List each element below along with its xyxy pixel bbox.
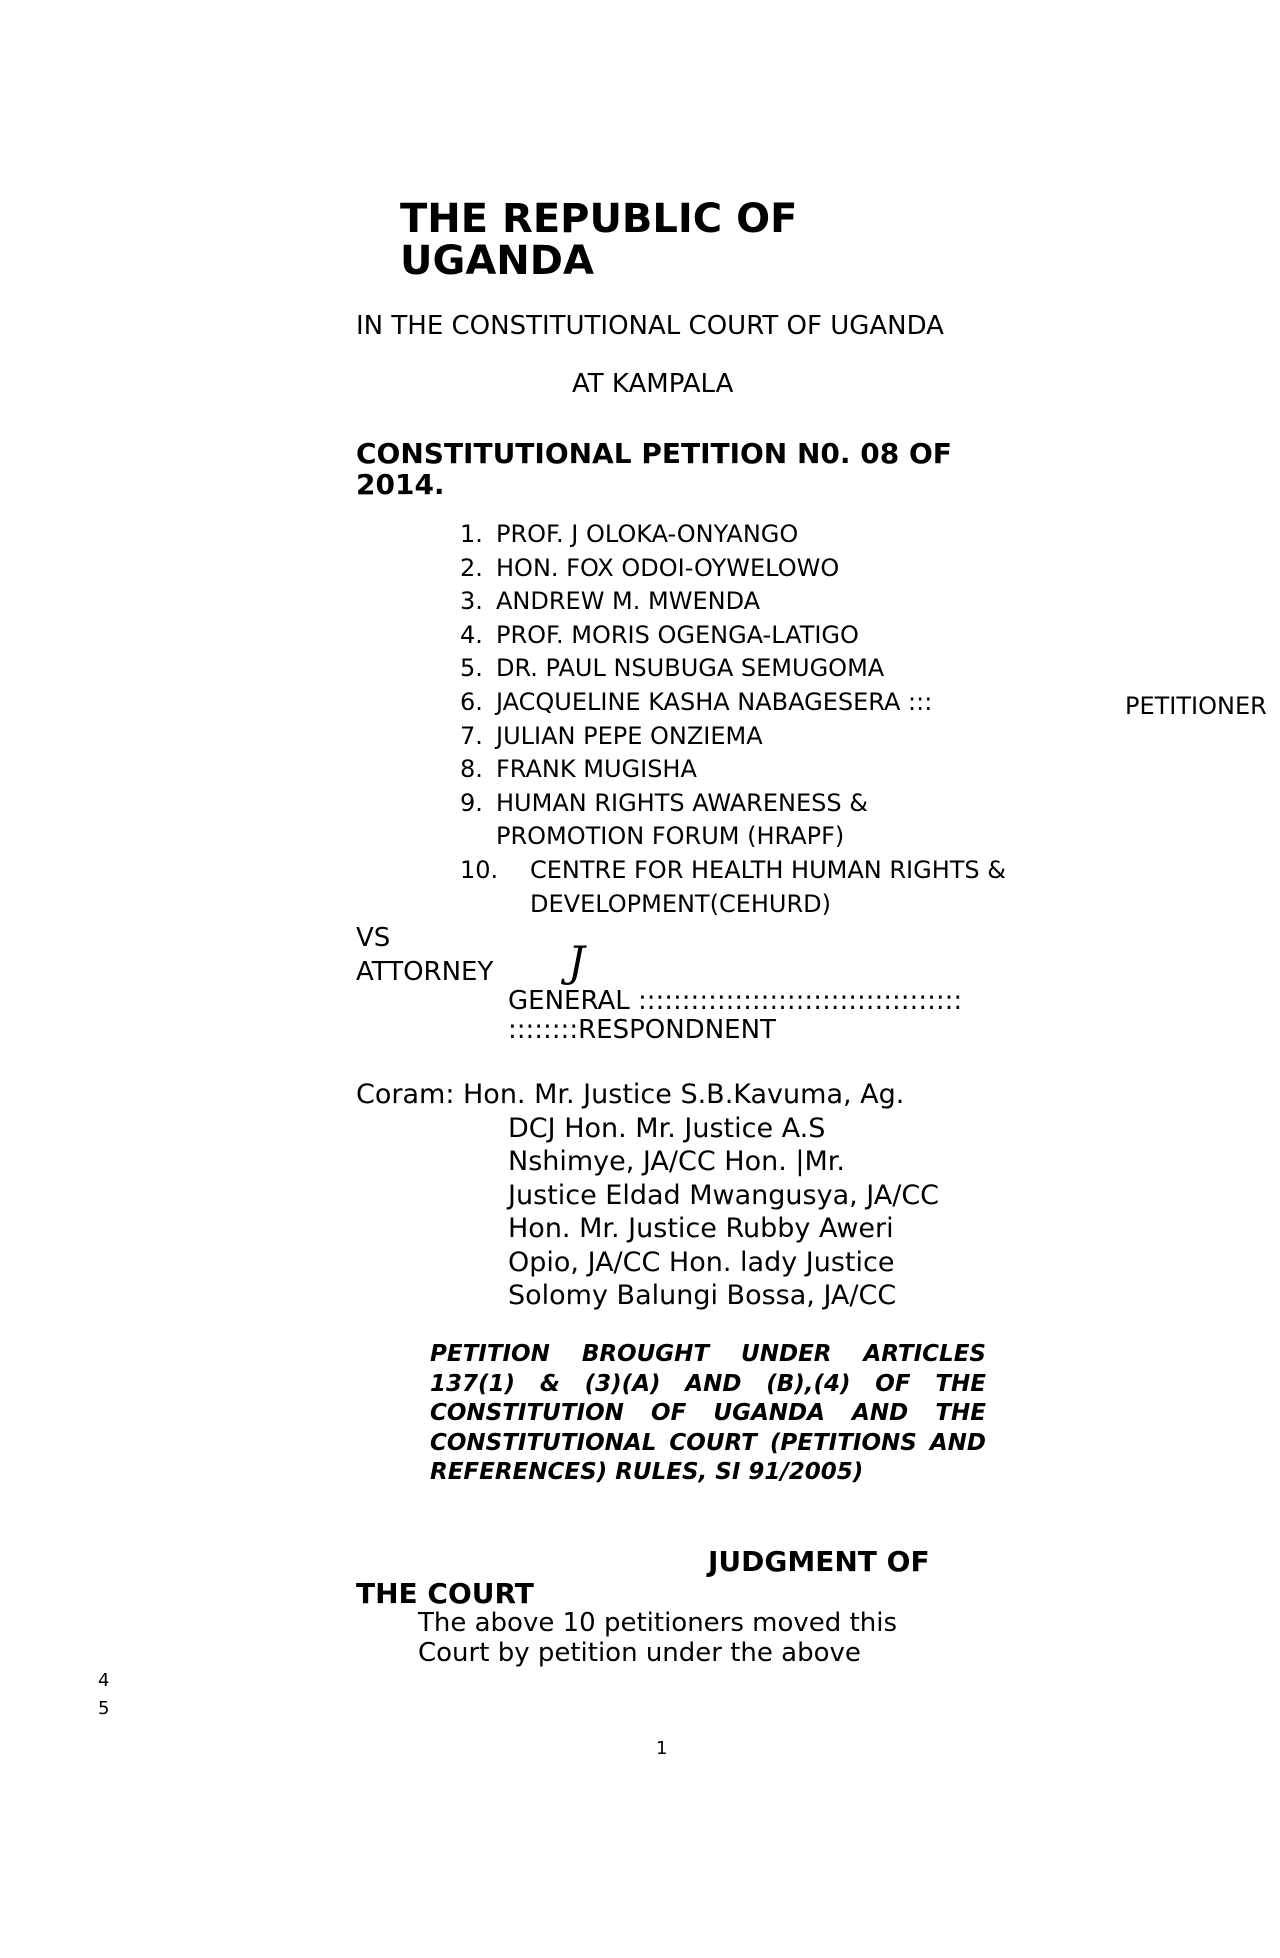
respondent-name: GENERAL ::::::::::::::::::::::::::::::::::::: bbox=[508, 986, 963, 1016]
margin-line-number: 5 bbox=[98, 1698, 110, 1719]
court-name: IN THE CONSTITUTIONAL COURT OF UGANDA bbox=[356, 311, 944, 341]
petitioner-item bbox=[460, 787, 1080, 854]
versus-label: VS bbox=[356, 923, 391, 953]
petitioner-name: PROF. MORIS OGENGA-LATIGO bbox=[496, 620, 859, 649]
petitioner-number: 3. bbox=[460, 587, 483, 616]
court-location: AT KAMPALA bbox=[572, 369, 734, 399]
petitioner-number: 10. bbox=[460, 855, 499, 884]
petitioner-name: JACQUELINE KASHA NABAGESERA ::: bbox=[496, 687, 933, 716]
coram-line: Opio, JA/CC Hon. lady Justice bbox=[508, 1246, 895, 1278]
petitioner-number: 2. bbox=[460, 553, 483, 582]
petitioner-number: 7. bbox=[460, 721, 483, 750]
coram-line: Nshimye, JA/CC Hon. |Mr. bbox=[508, 1146, 845, 1177]
petition-number: CONSTITUTIONAL PETITION N0. 08 OF 2014. bbox=[356, 437, 952, 501]
respondent-role: ::::::::RESPONDNENT bbox=[508, 1015, 776, 1045]
petitioner-number: 1. bbox=[460, 520, 483, 548]
republic-heading: THE REPUBLIC OF UGANDA bbox=[400, 196, 798, 284]
petitioner-name: FRANK MUGISHA bbox=[496, 755, 697, 784]
petitioner-name: HUMAN RIGHTS AWARENESS & bbox=[496, 788, 868, 817]
coram-line: Hon. Mr. Justice Rubby Aweri bbox=[508, 1213, 894, 1244]
body-line: The above 10 petitioners moved this bbox=[418, 1608, 898, 1638]
petitioner-name: HON. FOX ODOI-OYWELOWO bbox=[496, 553, 840, 582]
petitioner-item bbox=[460, 552, 1080, 586]
petitioner-name: JULIAN PEPE ONZIEMA bbox=[496, 721, 763, 750]
respondent-label: ATTORNEY bbox=[356, 957, 494, 987]
petitioner-number: 5. bbox=[460, 654, 483, 683]
judgment-heading: JUDGMENT OF bbox=[708, 1545, 930, 1578]
petitioner-list bbox=[460, 518, 1080, 921]
page-number: 1 bbox=[656, 1738, 668, 1759]
coram-line: Coram: Hon. Mr. Justice S.B.Kavuma, Ag. bbox=[356, 1079, 905, 1110]
coram-block bbox=[356, 1078, 976, 1313]
petitioner-item bbox=[460, 720, 1080, 754]
petitioner-item bbox=[460, 652, 1080, 686]
petitioner-role: PETITIONER bbox=[1125, 692, 1267, 720]
petitioner-name: PROF. J OLOKA-ONYANGO bbox=[496, 520, 799, 548]
petitioner-item bbox=[460, 753, 1080, 787]
petitioner-item bbox=[460, 585, 1080, 619]
respondent-mark: J bbox=[568, 937, 585, 986]
petitioner-item bbox=[460, 686, 1080, 720]
petitioner-number: 4. bbox=[460, 620, 483, 649]
legal-basis-statement: PETITION BROUGHT UNDER ARTICLES 137(1) & (3)(A) AND (B),(4) OF THE CONSTITUTION OF UGANDA AND THE CONSTITUTIONAL COURT (PETITIONS AND REFERENCES) RULES, SI 91/2005) bbox=[430, 1341, 986, 1485]
judgment-body bbox=[418, 1608, 978, 1668]
coram-line: DCJ Hon. Mr. Justice A.S bbox=[508, 1112, 826, 1144]
coram-line: Justice Eldad Mwangusya, JA/CC bbox=[508, 1179, 940, 1211]
petitioner-name: DR. PAUL NSUBUGA SEMUGOMA bbox=[496, 654, 885, 683]
petitioner-item bbox=[460, 854, 1080, 921]
petitioner-number: 8. bbox=[460, 755, 483, 784]
petitioner-item bbox=[460, 619, 1080, 653]
petitioner-number: 6. bbox=[460, 687, 483, 716]
petitioner-name: CENTRE FOR HEALTH HUMAN RIGHTS & bbox=[530, 855, 1006, 884]
margin-line-number: 4 bbox=[98, 1670, 110, 1691]
petitioner-number: 9. bbox=[460, 788, 483, 817]
body-line: Court by petition under the above bbox=[418, 1638, 861, 1668]
petitioner-item bbox=[460, 518, 1080, 552]
coram-line: Solomy Balungi Bossa, JA/CC bbox=[508, 1280, 897, 1311]
petitioner-name-continuation: DEVELOPMENT(CEHURD) bbox=[530, 889, 832, 918]
petitioner-name: ANDREW M. MWENDA bbox=[496, 587, 761, 616]
judgment-heading-continuation: THE COURT bbox=[356, 1577, 534, 1610]
petitioner-name-continuation: PROMOTION FORUM (HRAPF) bbox=[496, 822, 845, 851]
